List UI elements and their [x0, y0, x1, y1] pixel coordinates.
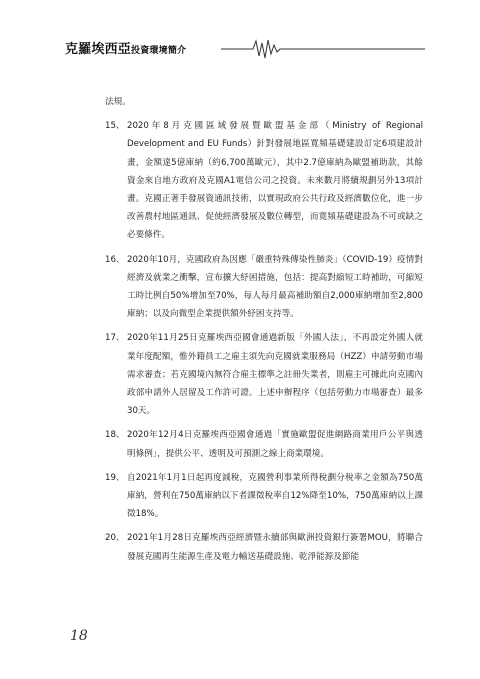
list-item: [105, 529, 423, 565]
list-item-text: 2020年11月25日克羅埃西亞國會通過新版「外國人法」，不再設定外國人就業年度配額，惟外籍員工之雇主須先向克國就業服務局（HZZ）申請勞動市場需求審查；若克國境內無符合雇主標準之註冊失業者，則雇主可據此向克國內政部申請外人居留及工作許可證。上述申辦程序（包括勞動力市場審查）最多30天。: [127, 333, 423, 417]
list-item-number: 20、: [105, 533, 125, 544]
header-title-sub: 投資環境簡介: [131, 46, 187, 56]
list-item-number: 18、: [105, 430, 125, 441]
list-item-text: 2020年8月克國區域發展暨歐盟基金部（Ministry of Regional Development and EU Funds）針對發展地區寬頻基礎建設訂定6項建設計畫，金額達5億庫納（約6,700萬歐元），其中2.7億庫納為歐盟補助款，其餘資金來自地方政府及克國A1電信公司之投資。未來數月將續規劃另外13項計畫。克國正著手發展資通訊技術，以實現政府公共行政及經濟數位化，進一步改善農村地區通訊、促使經濟發展及數位轉型，而寬頻基礎建設為不可或缺之必要條件。: [127, 121, 423, 241]
header-title: [65, 38, 186, 57]
list-item: [105, 329, 423, 420]
page-number: 18: [70, 628, 88, 644]
list-item: [105, 251, 423, 324]
document-body: [105, 93, 423, 572]
list-item-number: 15、: [105, 121, 125, 132]
list-item-text: 2021年1月28日克羅埃西亞經濟暨永續部與歐洲投資銀行簽署MOU，將聯合發展克國再生能源生產及電力輸送基礎設施、乾淨能源及節能: [127, 533, 423, 562]
list-item-number: 17、: [105, 333, 125, 344]
list-item-number: 16、: [105, 254, 125, 265]
lead-paragraph: 法規。: [105, 97, 131, 107]
list-item: [105, 426, 423, 462]
page-header: [65, 38, 425, 64]
list-item-number: 19、: [105, 472, 125, 483]
list-item-text: 2020年12月4日克羅埃西亞國會通過「實施歐盟促進網路商業用戶公平與透明條例」，提供公平、透明及可預測之線上商業環境。: [127, 430, 423, 459]
list-item-text: 2020年10月，克國政府為因應「嚴重特殊傳染性肺炎」（COVID-19）疫情對經濟及就業之衝擊，宣布擴大紓困措施，包括：提高對縮短工時補助，可縮短工時比例自50%增加至70%，每人每月最高補助額自2,000庫納增加至2,800庫納；以及向微型企業提供額外紓困支持等。: [127, 254, 423, 320]
list-item-text: 自2021年1月1日起再度減稅，克國營利事業所得稅劃分稅率之金額為750萬庫納，營利在750萬庫納以下者課徵稅率自12%降至10%，750萬庫納以上課徵18%。: [127, 472, 423, 520]
list-item: [105, 469, 423, 524]
header-title-main: 克羅埃西亞: [65, 42, 132, 57]
header-wave-line: [221, 38, 425, 60]
list-item: [105, 117, 423, 244]
